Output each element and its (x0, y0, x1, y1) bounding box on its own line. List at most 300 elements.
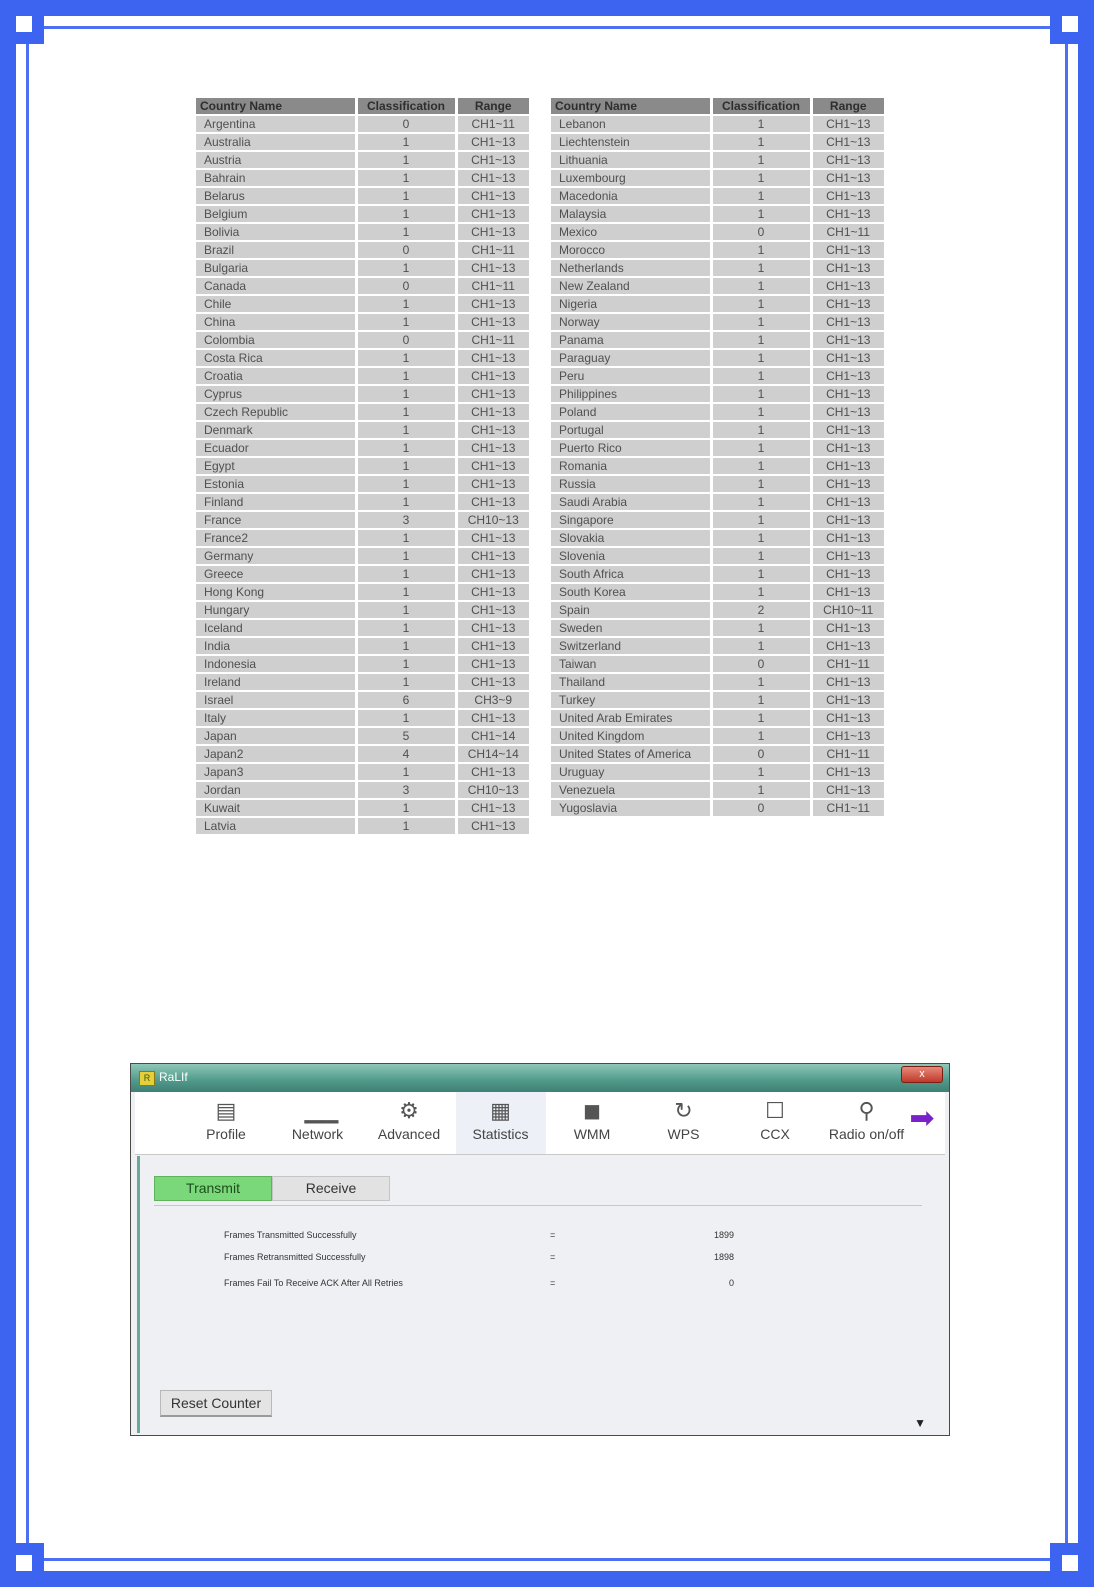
classification-cell: 1 (711, 205, 811, 223)
toolbar-label: WMM (573, 1126, 611, 1142)
frame-corner-top-left (16, 16, 44, 44)
country-table-left (196, 98, 529, 836)
range-cell: CH1~13 (456, 313, 529, 331)
country-table-right (551, 98, 884, 818)
country-name-cell: Estonia (196, 475, 356, 493)
stat-row (224, 1230, 744, 1244)
country-name-cell: Belarus (196, 187, 356, 205)
country-name-cell: Costa Rica (196, 349, 356, 367)
country-name-cell: Australia (196, 133, 356, 151)
country-name-cell: Singapore (551, 511, 711, 529)
table-row (551, 133, 884, 151)
toolbar-label: Network (291, 1126, 344, 1142)
country-name-cell: Yugoslavia (551, 799, 711, 817)
country-name-cell: Mexico (551, 223, 711, 241)
range-cell: CH1~13 (456, 763, 529, 781)
country-name-cell: Japan3 (196, 763, 356, 781)
table-row (551, 727, 884, 745)
country-name-cell: Cyprus (196, 385, 356, 403)
range-cell: CH1~13 (811, 151, 884, 169)
classification-cell: 1 (356, 817, 456, 835)
classification-cell: 1 (356, 295, 456, 313)
table-row (196, 511, 529, 529)
country-name-cell: Denmark (196, 421, 356, 439)
toolbar-label: Advanced (377, 1126, 441, 1142)
main-toolbar (135, 1092, 945, 1155)
country-name-cell: Switzerland (551, 637, 711, 655)
frame-corner-bottom-right (1050, 1543, 1078, 1571)
country-name-cell: Luxembourg (551, 169, 711, 187)
tab-transmit[interactable]: Transmit (154, 1176, 272, 1201)
table-row (196, 637, 529, 655)
table-row (551, 421, 884, 439)
table-row (551, 457, 884, 475)
range-cell: CH3~9 (456, 691, 529, 709)
classification-cell: 0 (711, 745, 811, 763)
range-cell: CH1~13 (811, 691, 884, 709)
range-cell: CH1~13 (456, 655, 529, 673)
country-name-cell: Austria (196, 151, 356, 169)
country-name-cell: Bulgaria (196, 259, 356, 277)
range-cell: CH1~13 (811, 763, 884, 781)
country-name-cell: Japan (196, 727, 356, 745)
range-cell: CH1~13 (456, 259, 529, 277)
classification-cell: 0 (356, 331, 456, 349)
country-name-cell: Morocco (551, 241, 711, 259)
classification-cell: 5 (356, 727, 456, 745)
header-range: Range (811, 98, 884, 115)
table-row (196, 691, 529, 709)
classification-cell: 1 (356, 619, 456, 637)
range-cell: CH1~13 (811, 421, 884, 439)
country-name-cell: Egypt (196, 457, 356, 475)
country-name-cell: Turkey (551, 691, 711, 709)
classification-cell: 1 (356, 637, 456, 655)
toolbar-label: CCX (760, 1126, 790, 1142)
range-cell: CH1~13 (811, 583, 884, 601)
classification-cell: 1 (356, 583, 456, 601)
header-range: Range (456, 98, 529, 115)
range-cell: CH1~13 (811, 673, 884, 691)
classification-cell: 1 (711, 151, 811, 169)
table-row (551, 295, 884, 313)
table-row (551, 547, 884, 565)
country-name-cell: Panama (551, 331, 711, 349)
table-row (551, 223, 884, 241)
country-name-cell: Kuwait (196, 799, 356, 817)
range-cell: CH1~11 (456, 331, 529, 349)
classification-cell: 2 (711, 601, 811, 619)
table-row (196, 421, 529, 439)
range-cell: CH1~13 (456, 547, 529, 565)
country-name-cell: Bolivia (196, 223, 356, 241)
range-cell: CH1~13 (811, 367, 884, 385)
country-name-cell: Portugal (551, 421, 711, 439)
table-row (551, 475, 884, 493)
table-row (196, 223, 529, 241)
range-cell: CH1~13 (811, 511, 884, 529)
stat-label: Frames Retransmitted Successfully (224, 1252, 366, 1262)
country-name-cell: Germany (196, 547, 356, 565)
classification-cell: 1 (711, 403, 811, 421)
advanced-icon: ⚙ (399, 1098, 419, 1123)
stat-equals: = (550, 1230, 556, 1240)
classification-cell: 4 (356, 745, 456, 763)
range-cell: CH1~13 (456, 421, 529, 439)
table-row (196, 133, 529, 151)
classification-cell: 1 (711, 673, 811, 691)
classification-cell: 1 (711, 331, 811, 349)
classification-cell: 1 (711, 763, 811, 781)
classification-cell: 1 (711, 529, 811, 547)
classification-cell: 1 (356, 457, 456, 475)
country-name-cell: China (196, 313, 356, 331)
table-row (196, 655, 529, 673)
classification-cell: 1 (356, 565, 456, 583)
classification-cell: 1 (356, 421, 456, 439)
stat-row (224, 1252, 744, 1266)
range-cell: CH14~14 (456, 745, 529, 763)
table-row (196, 601, 529, 619)
country-name-cell: Malaysia (551, 205, 711, 223)
range-cell: CH1~13 (811, 727, 884, 745)
table-row (551, 313, 884, 331)
app-icon: R (139, 1071, 155, 1086)
table-row (196, 457, 529, 475)
range-cell: CH1~11 (456, 115, 529, 133)
country-name-cell: Slovenia (551, 547, 711, 565)
classification-cell: 3 (356, 781, 456, 799)
range-cell: CH1~13 (456, 367, 529, 385)
range-cell: CH1~14 (456, 727, 529, 745)
reset-counter-button[interactable]: Reset Counter (160, 1390, 272, 1417)
country-name-cell: Macedonia (551, 187, 711, 205)
country-name-cell: Israel (196, 691, 356, 709)
range-cell: CH1~13 (811, 493, 884, 511)
classification-cell: 0 (711, 655, 811, 673)
table-row (551, 583, 884, 601)
table-row (196, 367, 529, 385)
range-cell: CH1~13 (811, 277, 884, 295)
toolbar-advanced-button[interactable] (364, 1092, 454, 1154)
table-row (196, 277, 529, 295)
range-cell: CH1~13 (456, 709, 529, 727)
table-row (196, 781, 529, 799)
classification-cell: 1 (711, 511, 811, 529)
country-name-cell: Nigeria (551, 295, 711, 313)
classification-cell: 0 (711, 799, 811, 817)
country-name-cell: United Kingdom (551, 727, 711, 745)
classification-cell: 1 (711, 547, 811, 565)
classification-cell: 1 (356, 709, 456, 727)
frame-corner-top-right (1050, 16, 1078, 44)
range-cell: CH1~13 (456, 673, 529, 691)
classification-cell: 1 (356, 763, 456, 781)
classification-cell: 1 (711, 691, 811, 709)
scroll-down-icon[interactable]: ▼ (914, 1416, 926, 1430)
toolbar-ccx-button[interactable] (730, 1092, 820, 1154)
country-name-cell: France (196, 511, 356, 529)
classification-cell: 1 (356, 169, 456, 187)
range-cell: CH1~13 (456, 133, 529, 151)
range-cell: CH10~11 (811, 601, 884, 619)
range-cell: CH1~13 (811, 313, 884, 331)
range-cell: CH1~13 (456, 637, 529, 655)
range-cell: CH1~11 (456, 277, 529, 295)
table-row (551, 187, 884, 205)
country-name-cell: New Zealand (551, 277, 711, 295)
table-row (551, 205, 884, 223)
country-name-cell: Taiwan (551, 655, 711, 673)
tab-receive[interactable]: Receive (272, 1176, 390, 1201)
country-name-cell: Thailand (551, 673, 711, 691)
table-row (551, 637, 884, 655)
classification-cell: 1 (356, 529, 456, 547)
table-row (551, 691, 884, 709)
header-classification: Classification (356, 98, 456, 115)
tab-divider (154, 1205, 922, 1206)
range-cell: CH1~13 (811, 331, 884, 349)
country-name-cell: Romania (551, 457, 711, 475)
table-row (551, 439, 884, 457)
classification-cell: 1 (356, 547, 456, 565)
country-name-cell: United States of America (551, 745, 711, 763)
classification-cell: 0 (356, 277, 456, 295)
table-row (196, 583, 529, 601)
range-cell: CH1~13 (456, 205, 529, 223)
range-cell: CH10~13 (456, 511, 529, 529)
table-row (196, 673, 529, 691)
classification-cell: 1 (356, 655, 456, 673)
country-name-cell: Norway (551, 313, 711, 331)
country-name-cell: Hungary (196, 601, 356, 619)
toolbar-label: Radio on/off (828, 1126, 905, 1142)
country-name-cell: Netherlands (551, 259, 711, 277)
classification-cell: 1 (711, 259, 811, 277)
country-name-cell: Uruguay (551, 763, 711, 781)
wmm-icon: ◼ (582, 1098, 602, 1123)
table-row (551, 241, 884, 259)
classification-cell: 1 (711, 241, 811, 259)
country-name-cell: Greece (196, 565, 356, 583)
stat-label: Frames Transmitted Successfully (224, 1230, 357, 1240)
table-row (196, 475, 529, 493)
range-cell: CH1~11 (811, 799, 884, 817)
country-name-cell: Canada (196, 277, 356, 295)
country-name-cell: South Africa (551, 565, 711, 583)
country-name-cell: Japan2 (196, 745, 356, 763)
classification-cell: 1 (711, 565, 811, 583)
range-cell: CH1~13 (456, 601, 529, 619)
classification-cell: 1 (711, 385, 811, 403)
classification-cell: 1 (711, 421, 811, 439)
country-name-cell: Slovakia (551, 529, 711, 547)
table-row (551, 385, 884, 403)
range-cell: CH1~13 (811, 781, 884, 799)
table-row (551, 349, 884, 367)
stat-equals: = (550, 1278, 556, 1288)
country-name-cell: Argentina (196, 115, 356, 133)
table-row (196, 547, 529, 565)
stat-value: 1898 (713, 1252, 734, 1262)
classification-cell: 6 (356, 691, 456, 709)
toolbar-profile-button[interactable] (181, 1092, 271, 1154)
country-name-cell: Paraguay (551, 349, 711, 367)
classification-cell: 1 (356, 133, 456, 151)
table-row (196, 745, 529, 763)
classification-cell: 1 (711, 367, 811, 385)
table-row (551, 673, 884, 691)
table-header-row (196, 98, 529, 115)
country-name-cell: Saudi Arabia (551, 493, 711, 511)
classification-cell: 1 (711, 133, 811, 151)
classification-cell: 1 (711, 313, 811, 331)
range-cell: CH1~13 (811, 637, 884, 655)
classification-cell: 1 (711, 115, 811, 133)
stat-value: 1899 (713, 1230, 734, 1240)
table-row (196, 259, 529, 277)
range-cell: CH1~13 (456, 187, 529, 205)
range-cell: CH1~13 (456, 529, 529, 547)
toolbar-wps-button[interactable] (639, 1092, 729, 1154)
table-row (196, 619, 529, 637)
table-row (551, 565, 884, 583)
country-name-cell: Venezuela (551, 781, 711, 799)
classification-cell: 1 (711, 583, 811, 601)
country-name-cell: Lithuania (551, 151, 711, 169)
range-cell: CH1~13 (456, 817, 529, 835)
table-row (196, 817, 529, 835)
toolbar-label: Statistics (472, 1126, 529, 1142)
table-row (551, 511, 884, 529)
range-cell: CH1~13 (456, 619, 529, 637)
table-row (196, 241, 529, 259)
classification-cell: 1 (711, 709, 811, 727)
table-row (551, 331, 884, 349)
country-name-cell: Finland (196, 493, 356, 511)
range-cell: CH1~13 (811, 115, 884, 133)
table-row (196, 493, 529, 511)
classification-cell: 1 (356, 313, 456, 331)
table-row (551, 745, 884, 763)
toolbar-wmm-button[interactable] (547, 1092, 637, 1154)
range-cell: CH1~13 (811, 475, 884, 493)
table-row (196, 727, 529, 745)
header-classification: Classification (711, 98, 811, 115)
range-cell: CH1~13 (811, 547, 884, 565)
table-row (196, 313, 529, 331)
table-row (196, 151, 529, 169)
country-name-cell: France2 (196, 529, 356, 547)
range-cell: CH1~13 (456, 583, 529, 601)
statistics-icon: ▦ (490, 1098, 511, 1123)
classification-cell: 1 (711, 457, 811, 475)
table-row (196, 439, 529, 457)
classification-cell: 1 (711, 277, 811, 295)
range-cell: CH1~11 (456, 241, 529, 259)
range-cell: CH1~13 (456, 169, 529, 187)
country-name-cell: Italy (196, 709, 356, 727)
classification-cell: 1 (356, 439, 456, 457)
country-name-cell: Peru (551, 367, 711, 385)
range-cell: CH1~13 (456, 493, 529, 511)
table-row (551, 655, 884, 673)
range-cell: CH1~13 (811, 295, 884, 313)
stat-equals: = (550, 1252, 556, 1262)
classification-cell: 1 (711, 439, 811, 457)
range-cell: CH1~13 (811, 133, 884, 151)
network-icon: ▁▁ (304, 1098, 339, 1123)
profile-icon: ▤ (215, 1098, 237, 1123)
classification-cell: 1 (711, 349, 811, 367)
range-cell: CH1~13 (811, 205, 884, 223)
range-cell: CH1~13 (811, 259, 884, 277)
country-name-cell: Jordan (196, 781, 356, 799)
header-country-name: Country Name (196, 98, 356, 115)
classification-cell: 1 (356, 673, 456, 691)
country-name-cell: Czech Republic (196, 403, 356, 421)
table-row (196, 709, 529, 727)
table-row (551, 781, 884, 799)
next-arrow-icon[interactable]: ➡ (909, 1102, 935, 1135)
table-row (196, 529, 529, 547)
table-row (551, 763, 884, 781)
classification-cell: 1 (711, 493, 811, 511)
table-header-row (551, 98, 884, 115)
ccx-icon: ☐ (765, 1098, 785, 1123)
country-name-cell: Iceland (196, 619, 356, 637)
range-cell: CH1~13 (456, 403, 529, 421)
range-cell: CH1~11 (811, 655, 884, 673)
classification-cell: 1 (711, 727, 811, 745)
toolbar-statistics-button[interactable] (456, 1092, 546, 1154)
range-cell: CH1~13 (456, 439, 529, 457)
classification-cell: 0 (356, 115, 456, 133)
classification-cell: 1 (711, 781, 811, 799)
classification-cell: 1 (711, 475, 811, 493)
range-cell: CH1~13 (811, 619, 884, 637)
range-cell: CH1~13 (456, 349, 529, 367)
close-button[interactable]: x (901, 1066, 943, 1083)
classification-cell: 1 (356, 385, 456, 403)
toolbar-network-button[interactable] (273, 1092, 363, 1154)
toolbar-radio-button[interactable] (822, 1092, 912, 1154)
range-cell: CH1~13 (811, 709, 884, 727)
range-cell: CH1~13 (456, 565, 529, 583)
range-cell: CH1~13 (456, 799, 529, 817)
range-cell: CH1~13 (456, 475, 529, 493)
classification-cell: 1 (711, 169, 811, 187)
toolbar-label: Profile (206, 1126, 246, 1142)
table-row (551, 529, 884, 547)
table-row (551, 169, 884, 187)
stat-label: Frames Fail To Receive ACK After All Retries (224, 1278, 403, 1288)
table-row (196, 403, 529, 421)
classification-cell: 1 (356, 475, 456, 493)
radio-icon: ⚲ (858, 1098, 875, 1123)
range-cell: CH1~13 (811, 241, 884, 259)
table-row (196, 349, 529, 367)
header-country-name: Country Name (551, 98, 711, 115)
country-name-cell: Puerto Rico (551, 439, 711, 457)
country-name-cell: Sweden (551, 619, 711, 637)
country-name-cell: Bahrain (196, 169, 356, 187)
wps-icon: ↻ (674, 1098, 693, 1123)
classification-cell: 0 (356, 241, 456, 259)
table-row (551, 709, 884, 727)
stat-row (224, 1278, 744, 1292)
range-cell: CH1~13 (811, 565, 884, 583)
